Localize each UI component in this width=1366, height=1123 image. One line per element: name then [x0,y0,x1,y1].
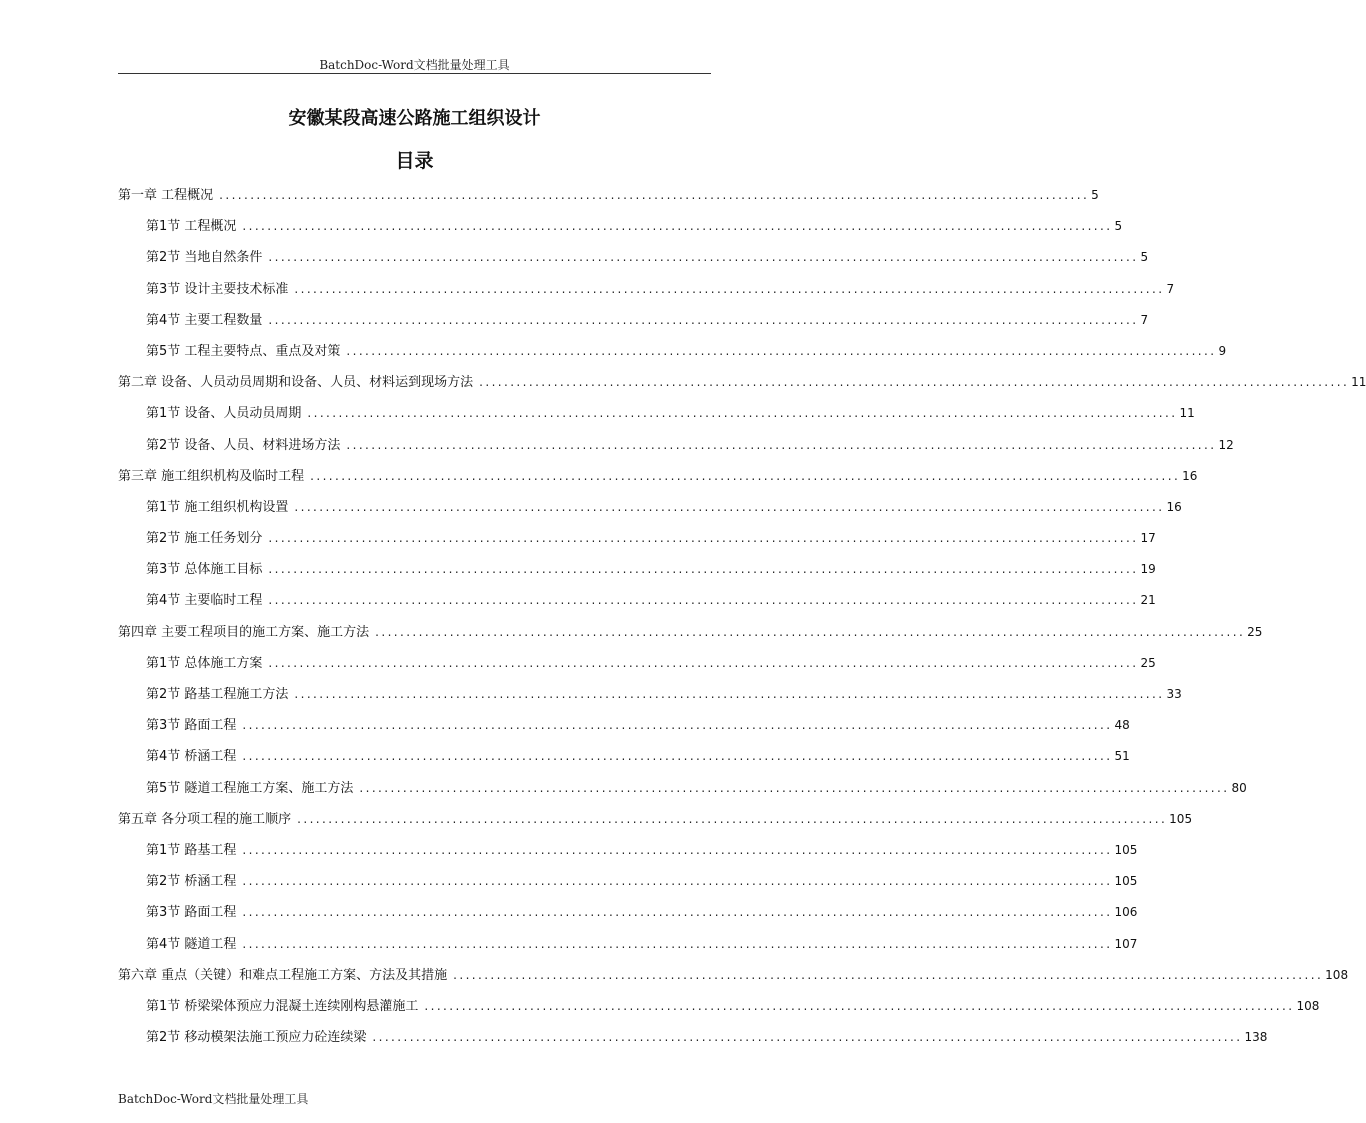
toc-entry-label: 第三章 施工组织机构及临时工程 [118,468,305,484]
toc-entry-label: 第2节 施工任务划分 [146,531,263,547]
toc-section-entry[interactable] [118,211,1123,242]
toc-entry-label: 第2节 设备、人员、材料进场方法 [146,437,341,453]
toc-chapter-entry[interactable] [118,804,1193,835]
toc-section-entry[interactable] [118,554,1156,585]
toc-entry-page-number: 108 [1296,998,1320,1013]
toc-entry-label: 第二章 设备、人员动员周期和设备、人员、材料运到现场方法 [118,375,474,391]
toc-dot-leader: ............................................................................................................................................ [268,593,1139,608]
toc-dot-leader: ............................................................................................................................................ [268,312,1139,327]
toc-entry-label: 第1节 桥梁梁体预应力混凝土连续刚构悬灌施工 [146,998,419,1014]
toc-chapter-entry[interactable] [118,461,1198,492]
toc-chapter-entry[interactable] [118,617,1263,648]
toc-entry-page-number: 5 [1114,219,1123,234]
toc-entry-label: 第5节 隧道工程施工方案、施工方法 [146,780,354,796]
toc-entry-page-number: 25 [1247,624,1263,639]
toc-entry-label: 第1节 工程概况 [146,219,237,235]
toc-chapter-entry[interactable] [118,180,1099,211]
toc-entry-label: 第1节 设备、人员动员周期 [146,406,302,422]
toc-section-entry[interactable] [118,274,1175,305]
toc-entry-page-number: 16 [1166,499,1182,514]
toc-dot-leader: ............................................................................................................................................ [242,749,1113,764]
toc-entry-page-number: 11 [1179,406,1195,421]
toc-entry-page-number: 7 [1140,312,1149,327]
toc-section-entry[interactable] [118,648,1156,679]
toc-entry-page-number: 16 [1182,468,1198,483]
toc-entry-page-number: 107 [1114,936,1138,951]
toc-dot-leader: ............................................................................................................................................ [242,905,1113,920]
table-of-contents [118,180,1366,1053]
toc-entry-page-number: 12 [1218,437,1234,452]
toc-dot-leader: ............................................................................................................................................ [294,499,1165,514]
toc-section-entry[interactable] [118,897,1138,928]
toc-entry-label: 第3节 总体施工目标 [146,562,263,578]
toc-dot-leader: ............................................................................................................................................ [479,375,1350,390]
toc-entry-label: 第1节 总体施工方案 [146,655,263,671]
toc-entry-page-number: 25 [1140,655,1156,670]
toc-dot-leader: ............................................................................................................................................ [359,780,1230,795]
toc-dot-leader: ............................................................................................................................................ [375,624,1246,639]
toc-section-entry[interactable] [118,430,1234,461]
toc-entry-page-number: 21 [1140,593,1156,608]
toc-entry-page-number: 138 [1244,1030,1268,1045]
toc-entry-label: 第3节 设计主要技术标准 [146,281,289,297]
toc-entry-label: 第六章 重点（关键）和难点工程施工方案、方法及其措施 [118,967,448,983]
page-header: BatchDoc-Word文档批量处理工具 [319,58,510,72]
header-divider [118,73,711,74]
toc-entry-label: 第2节 移动模架法施工预应力砼连续梁 [146,1030,367,1046]
toc-entry-label: 第2节 路基工程施工方法 [146,687,289,702]
toc-entry-page-number: 48 [1114,718,1130,733]
toc-entry-label: 第4节 主要工程数量 [146,312,263,328]
toc-section-entry[interactable] [118,710,1130,741]
toc-section-entry[interactable] [118,336,1227,367]
toc-entry-label: 第一章 工程概况 [118,188,214,203]
toc-entry-label: 第1节 路基工程 [146,842,237,858]
toc-entry-label: 第五章 各分项工程的施工顺序 [118,811,292,827]
toc-dot-leader: ............................................................................................................................................ [242,718,1113,733]
toc-entry-page-number: 80 [1231,780,1247,795]
toc-dot-leader: ............................................................................................................................................ [219,188,1090,202]
toc-dot-leader: ............................................................................................................................................ [307,406,1178,421]
toc-dot-leader: ............................................................................................................................................ [268,562,1139,577]
toc-section-entry[interactable] [118,741,1130,772]
toc-dot-leader: ............................................................................................................................................ [268,250,1139,265]
toc-section-entry[interactable] [118,523,1156,554]
toc-entry-page-number: 11 [1351,375,1366,390]
toc-entry-label: 第四章 主要工程项目的施工方案、施工方法 [118,624,370,640]
toc-dot-leader: ............................................................................................................................................ [297,811,1168,826]
toc-section-entry[interactable] [118,679,1182,710]
toc-section-entry[interactable] [118,991,1320,1022]
toc-chapter-entry[interactable] [118,960,1349,991]
toc-entry-page-number: 108 [1325,967,1349,982]
toc-entry-page-number: 5 [1091,188,1099,202]
toc-section-entry[interactable] [118,585,1156,616]
toc-section-entry[interactable] [118,773,1247,804]
toc-dot-leader: ............................................................................................................................................ [346,437,1217,452]
toc-entry-page-number: 105 [1114,874,1138,889]
toc-section-entry[interactable] [118,929,1138,960]
toc-entry-page-number: 51 [1114,749,1130,764]
toc-dot-leader: ............................................................................................................................................ [242,219,1113,234]
document-title: 安徽某段高速公路施工组织设计 [288,108,541,129]
toc-dot-leader: ............................................................................................................................................ [242,842,1113,857]
toc-entry-page-number: 105 [1114,842,1138,857]
toc-entry-label: 第5节 工程主要特点、重点及对策 [146,343,341,359]
toc-entry-label: 第3节 路面工程 [146,905,237,921]
toc-dot-leader: ............................................................................................................................................ [294,281,1165,296]
toc-dot-leader: ............................................................................................................................................ [294,687,1165,701]
toc-entry-label: 第4节 主要临时工程 [146,593,263,609]
toc-section-entry[interactable] [118,305,1149,336]
toc-section-entry[interactable] [118,866,1138,897]
toc-entry-label: 第4节 桥涵工程 [146,749,237,765]
toc-dot-leader: ............................................................................................................................................ [372,1030,1243,1045]
toc-section-entry[interactable] [118,492,1182,523]
toc-dot-leader: ............................................................................................................................................ [242,874,1113,889]
toc-section-entry[interactable] [118,835,1138,866]
toc-entry-label: 第3节 路面工程 [146,718,237,734]
toc-dot-leader: ............................................................................................................................................ [268,531,1139,546]
toc-dot-leader: ............................................................................................................................................ [453,967,1324,982]
toc-section-entry[interactable] [118,1022,1268,1053]
toc-entry-page-number: 105 [1169,811,1193,826]
toc-dot-leader: ............................................................................................................................................ [268,655,1139,670]
toc-entry-page-number: 106 [1114,905,1138,920]
toc-entry-label: 第2节 桥涵工程 [146,874,237,890]
toc-dot-leader: ............................................................................................................................................ [424,998,1295,1013]
toc-entry-page-number: 17 [1140,531,1156,546]
toc-heading: 目录 [395,150,434,172]
toc-entry-page-number: 7 [1166,281,1175,296]
toc-entry-label: 第2节 当地自然条件 [146,250,263,266]
toc-entry-page-number: 5 [1140,250,1149,265]
page-footer: BatchDoc-Word文档批量处理工具 [118,1092,309,1106]
toc-chapter-entry[interactable] [118,367,1366,398]
toc-entry-label: 第4节 隧道工程 [146,936,237,952]
toc-entry-page-number: 19 [1140,562,1156,577]
toc-dot-leader: ............................................................................................................................................ [242,936,1113,951]
toc-dot-leader: ............................................................................................................................................ [310,468,1181,483]
toc-entry-label: 第1节 施工组织机构设置 [146,499,289,515]
toc-entry-page-number: 33 [1166,687,1182,701]
toc-section-entry[interactable] [118,398,1195,429]
toc-entry-page-number: 9 [1218,343,1227,358]
toc-section-entry[interactable] [118,242,1149,273]
toc-dot-leader: ............................................................................................................................................ [346,343,1217,358]
